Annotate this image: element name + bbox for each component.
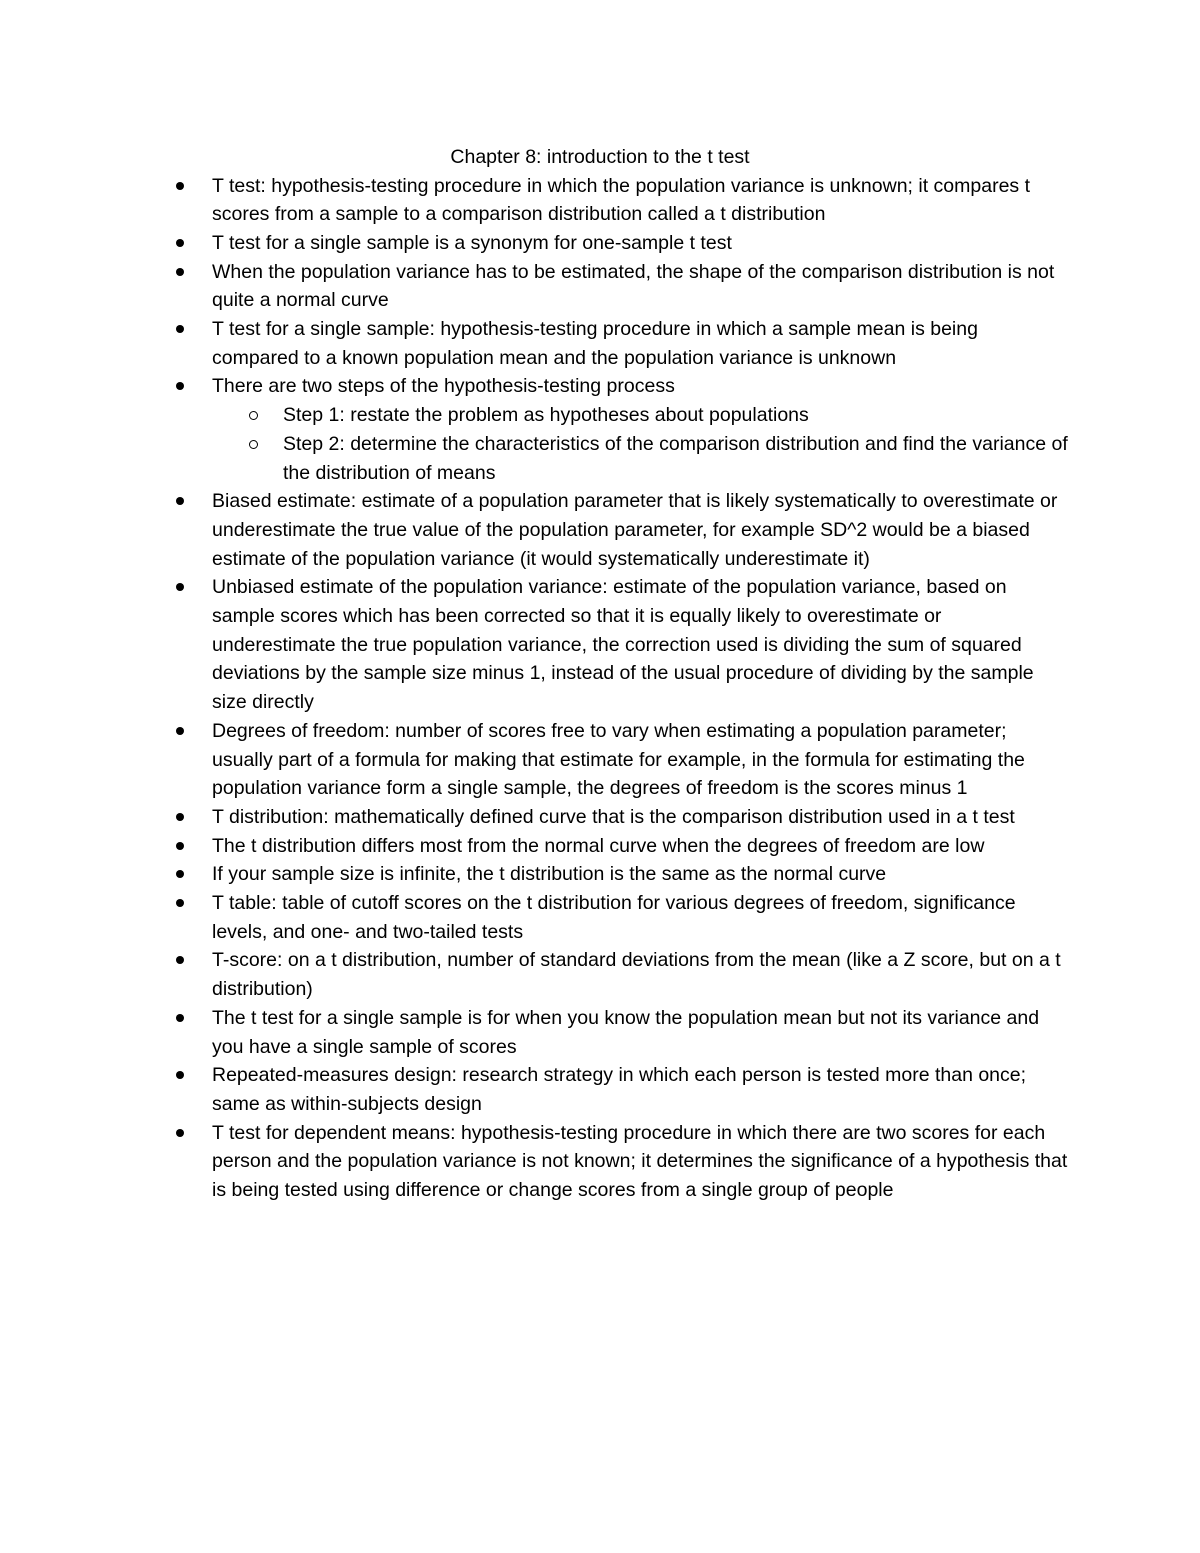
list-item bbox=[212, 832, 1070, 861]
list-item-text: Biased estimate: estimate of a population parameter that is likely systematically to overestimate or underestimate the true value of the population parameter, for example SD^2 would be a biased estimate of the population variance (it would systematically underestimate it) bbox=[212, 490, 1058, 570]
sub-list-item bbox=[283, 401, 1070, 430]
list-item-text: T test: hypothesis-testing procedure in which the population variance is unknown; it compares t scores from a sample to a comparison distribution called a t distribution bbox=[212, 174, 1031, 226]
list-item bbox=[212, 172, 1070, 229]
list-item-text: The t distribution differs most from the normal curve when the degrees of freedom are low bbox=[212, 834, 985, 857]
hollow-bullet-icon bbox=[249, 440, 258, 449]
sub-list-item-text: Step 2: determine the characteristics of the comparison distribution and find the variance of the distribution of means bbox=[283, 432, 1068, 484]
list-item-text: The t test for a single sample is for when you know the population mean but not its variance and you have a single sample of scores bbox=[212, 1006, 1040, 1058]
list-item bbox=[212, 1119, 1070, 1205]
list-item bbox=[212, 946, 1070, 1003]
sub-list-item bbox=[283, 430, 1070, 487]
list-item-text: If your sample size is infinite, the t distribution is the same as the normal curve bbox=[212, 863, 887, 886]
hollow-bullet-icon bbox=[249, 411, 258, 420]
bullet-icon bbox=[176, 268, 184, 276]
list-item bbox=[212, 258, 1070, 315]
list-item bbox=[212, 315, 1070, 372]
list-item bbox=[212, 487, 1070, 573]
bullet-icon bbox=[176, 842, 184, 850]
bullet-icon bbox=[176, 325, 184, 333]
list-item-text: T-score: on a t distribution, number of standard deviations from the mean (like a Z score, but on a t distribution) bbox=[212, 949, 1061, 1001]
list-item bbox=[212, 717, 1070, 803]
bullet-icon bbox=[176, 182, 184, 190]
list-item-text: T distribution: mathematically defined curve that is the comparison distribution used in a t test bbox=[212, 805, 1015, 828]
list-item bbox=[212, 573, 1070, 717]
list-item bbox=[212, 372, 1070, 487]
list-item-text: Degrees of freedom: number of scores free to vary when estimating a population parameter; usually part of a formula for making that estimate for example, in the formula for estimating the population variance form a single sample, the degrees of freedom is the scores minus 1 bbox=[212, 719, 1025, 800]
list-item-text: Repeated-measures design: research strategy in which each person is tested more than once; same as within-subjects design bbox=[212, 1064, 1027, 1115]
bullet-icon bbox=[176, 497, 184, 505]
bullet-icon bbox=[176, 583, 184, 591]
bullet-icon bbox=[176, 239, 184, 247]
list-item bbox=[212, 803, 1070, 832]
bullet-icon bbox=[176, 382, 184, 390]
list-item-text: T test for dependent means: hypothesis-testing procedure in which there are two scores for each person and the population variance is not known; it determines the significance of a hypothesis that is being tested using difference or change scores from a single group of people bbox=[212, 1121, 1068, 1202]
notes-list bbox=[212, 172, 1070, 1205]
list-item-text: T table: table of cutoff scores on the t distribution for various degrees of freedom, significance levels, and one- and two-tailed tests bbox=[212, 892, 1016, 943]
list-item bbox=[212, 1061, 1070, 1118]
sub-list bbox=[212, 401, 1070, 487]
document-title: Chapter 8: introduction to the t test bbox=[450, 146, 750, 168]
list-item-text: When the population variance has to be estimated, the shape of the comparison distribution is not quite a normal curve bbox=[212, 260, 1055, 312]
bullet-icon bbox=[176, 870, 184, 878]
bullet-icon bbox=[176, 1129, 184, 1137]
list-item-text: T test for a single sample is a synonym for one-sample t test bbox=[212, 231, 732, 254]
list-item-text: T test for a single sample: hypothesis-testing procedure in which a sample mean is being compared to a known population mean and the population variance is unknown bbox=[212, 318, 978, 369]
list-item-text: Unbiased estimate of the population variance: estimate of the population variance, based on sample scores which has been corrected so that it is equally likely to overestimate or underestimate the true population variance, the correction used is dividing the sum of squared deviations by the sample size minus 1, instead of the usual procedure of dividing by the sample size directly bbox=[212, 576, 1034, 714]
bullet-icon bbox=[176, 1014, 184, 1022]
list-item bbox=[212, 229, 1070, 258]
bullet-icon bbox=[176, 956, 184, 964]
list-item bbox=[212, 860, 1070, 889]
bullet-icon bbox=[176, 813, 184, 821]
bullet-icon bbox=[176, 1071, 184, 1079]
list-item bbox=[212, 1004, 1070, 1061]
sub-list-item-text: Step 1: restate the problem as hypotheses about populations bbox=[283, 404, 809, 427]
bullet-icon bbox=[176, 727, 184, 735]
bullet-icon bbox=[176, 899, 184, 907]
list-item bbox=[212, 889, 1070, 946]
list-item-text: There are two steps of the hypothesis-testing process bbox=[212, 375, 675, 398]
